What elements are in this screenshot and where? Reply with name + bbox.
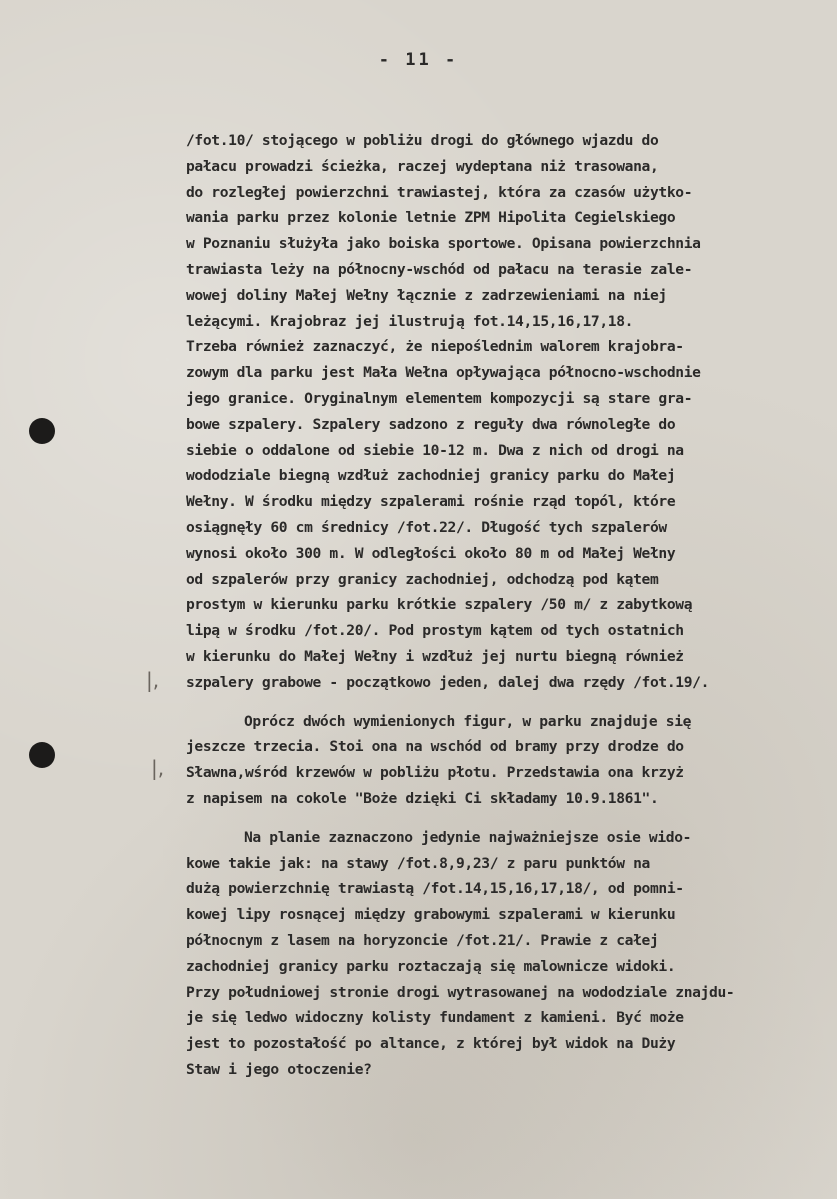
margin-mark-1: |, — [146, 668, 160, 692]
text-line: zachodniej granicy parku roztaczają się malownicze widoki. — [186, 957, 676, 975]
text-line: dużą powierzchnię trawiastą /fot.14,15,16,17,18/, od pomni- — [186, 880, 684, 898]
text-line: pałacu prowadzi ścieżka, raczej wydeptana niż trasowana, — [186, 157, 659, 175]
punch-hole-bottom — [29, 742, 55, 768]
text-line: /fot.10/ stojącego w pobliżu drogi do głównego wjazdu do — [186, 132, 659, 149]
text-line: jego granice. Oryginalnym elementem kompozycji są stare gra- — [186, 389, 693, 407]
text-line: zowym dla parku jest Mała Wełna opływająca północno-wschodnie — [186, 364, 701, 382]
text-line: osiągnęły 60 cm średnicy /fot.22/. Długość tych szpalerów — [186, 518, 667, 536]
text-line: prostym w kierunku parku krótkie szpalery /50 m/ z zabytkową — [186, 596, 693, 614]
text-line: jest to pozostałość po altance, z której był widok na Duży — [186, 1035, 676, 1053]
text-line: siebie o oddalone od siebie 10-12 m. Dwa z nich od drogi na — [186, 441, 684, 459]
text-line: w kierunku do Małej Wełny i wzdłuż jej nurtu biegną również — [186, 647, 684, 665]
text-line: szpalery grabowe - początkowo jeden, dalej dwa rzędy /fot.19/. — [186, 673, 710, 691]
text-line: leżącymi. Krajobraz jej ilustrują fot.14,15,16,17,18. — [186, 312, 634, 330]
text-line: z napisem na cokole "Boże dzięki Ci składamy 10.9.1861". — [186, 789, 659, 807]
text-line: wododziale biegną wzdłuż zachodniej granicy parku do Małej — [186, 467, 676, 485]
text-line: wania parku przez kolonie letnie ZPM Hipolita Cegielskiego — [186, 209, 676, 227]
paragraph-3 — [186, 825, 826, 1083]
text-line: Sławna,wśród krzewów w pobliżu płotu. Przedstawia ona krzyż — [186, 764, 684, 782]
text-line: Oprócz dwóch wymienionych figur, w parku znajduje się — [244, 712, 692, 730]
text-line: jeszcze trzecia. Stoi ona na wschód od bramy przy drodze do — [186, 738, 684, 756]
text-line: w Poznaniu służyła jako boiska sportowe. Opisana powierzchnia — [186, 235, 701, 253]
punch-hole-top — [29, 418, 55, 444]
paragraph-1 — [186, 128, 826, 696]
text-line: trawiasta leży na północny-wschód od pałacu na terasie zale- — [186, 260, 693, 278]
text-line: kowej lipy rosnącej między grabowymi szpalerami w kierunku — [186, 906, 676, 924]
text-line: bowe szpalery. Szpalery sadzono z reguły dwa równoległe do — [186, 415, 676, 433]
text-line: wowej doliny Małej Wełny łącznie z zadrzewieniami na niej — [186, 286, 667, 304]
text-line: Staw i jego otoczenie? — [186, 1060, 372, 1078]
margin-mark-2: |, — [151, 756, 165, 780]
text-line: Wełny. W środku między szpalerami rośnie rząd topól, które — [186, 493, 676, 511]
text-line: Na planie zaznaczono jedynie najważniejsze osie wido- — [244, 828, 692, 846]
page-number: - 11 - — [378, 50, 459, 70]
text-line: wynosi około 300 m. W odległości około 80 m od Małej Wełny — [186, 544, 676, 562]
text-line: od szpalerów przy granicy zachodniej, odchodzą pod kątem — [186, 570, 659, 588]
text-line: do rozległej powierzchni trawiastej, która za czasów użytko- — [186, 183, 693, 201]
text-line: północnym z lasem na horyzoncie /fot.21/. Prawie z całej — [186, 931, 659, 949]
text-line: Przy południowej stronie drogi wytrasowanej na wododziale znajdu- — [186, 983, 735, 1001]
text-line: je się ledwo widoczny kolisty fundament z kamieni. Być może — [186, 1009, 684, 1027]
text-line: lipą w środku /fot.20/. Pod prostym kątem od tych ostatnich — [186, 622, 684, 640]
body-text — [186, 128, 826, 1083]
text-line: kowe takie jak: na stawy /fot.8,9,23/ z paru punktów na — [186, 854, 650, 872]
text-line: Trzeba również zaznaczyć, że niepoślednim walorem krajobra- — [186, 338, 684, 356]
paragraph-2 — [186, 709, 826, 812]
